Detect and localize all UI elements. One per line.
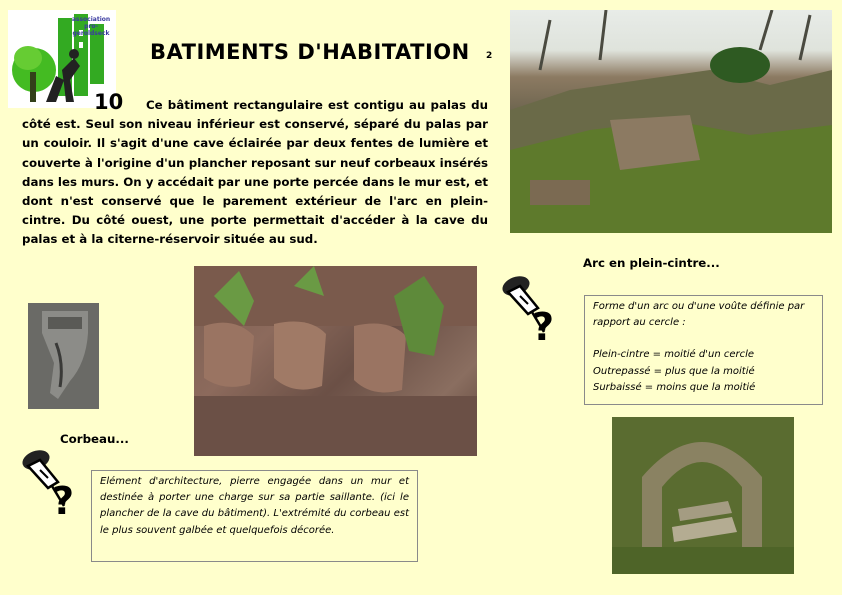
pushpin-question-graphic [18,448,74,518]
corbels-photo-graphic [194,266,477,456]
ruins-photo-graphic [510,10,832,233]
logo-text: association pro-geroldseck [71,16,111,37]
corbel-detail-graphic [28,303,99,409]
corbels-photo [194,266,477,456]
arc-definition: Forme d'un arc ou d'une voûte définie par rapport au cercle : [593,301,805,329]
svg-text:?: ? [531,305,554,344]
intro-paragraph: Ce bâtiment rectangulaire est contigu au palas du côté est. Seul son niveau inférieur est conservé, séparé du palas par un couloir. Il s'agit d'une cave éclairée par deux fentes de lumière et couverte à l'origine d'un plancher reposant sur neuf corbeaux insérés dans les murs. On y accédait par une porte percée dans le mur est, et dont n'est conservé que le parement extérieur de l'arc en plein-cintre. Du côté ouest, une porte permettait d'accéder à la cave du palas et à la citerne-réservoir située au sud. [22,98,488,247]
svg-text:?: ? [51,479,74,518]
arc-definition-line: Outrepassé = plus que la moitié [593,365,755,377]
arch-photo-graphic [612,417,794,574]
corbel-detail-photo [28,303,99,409]
corbeau-definition: Elément d'architecture, pierre engagée dans un mur et destinée à porter une charge sur sa partie saillante. (ici le plancher de la cave du bâtiment). L'extrémité du corbeau est le plus souvent galbée et quelquefois décorée. [100,476,409,536]
corbeau-label: Corbeau... [60,432,129,446]
arc-definition-line: Surbaissé = moins que la moitié [593,381,756,393]
spacer [593,331,814,347]
arc-definition-box [584,295,823,405]
pushpin-question-icon [498,274,554,344]
pushpin-question-graphic [498,274,554,344]
page-number: 10 [94,90,124,114]
arc-definition-line: Plein-cintre = moitié d'un cercle [593,349,755,361]
ruins-photo [510,10,832,233]
page-title: BATIMENTS D'HABITATION [150,40,470,64]
corbeau-definition-box [91,470,418,562]
pushpin-question-icon [18,448,74,518]
arch-photo [612,417,794,574]
arc-label: Arc en plein-cintre... [583,256,720,270]
title-suffix: 2 [486,51,493,61]
